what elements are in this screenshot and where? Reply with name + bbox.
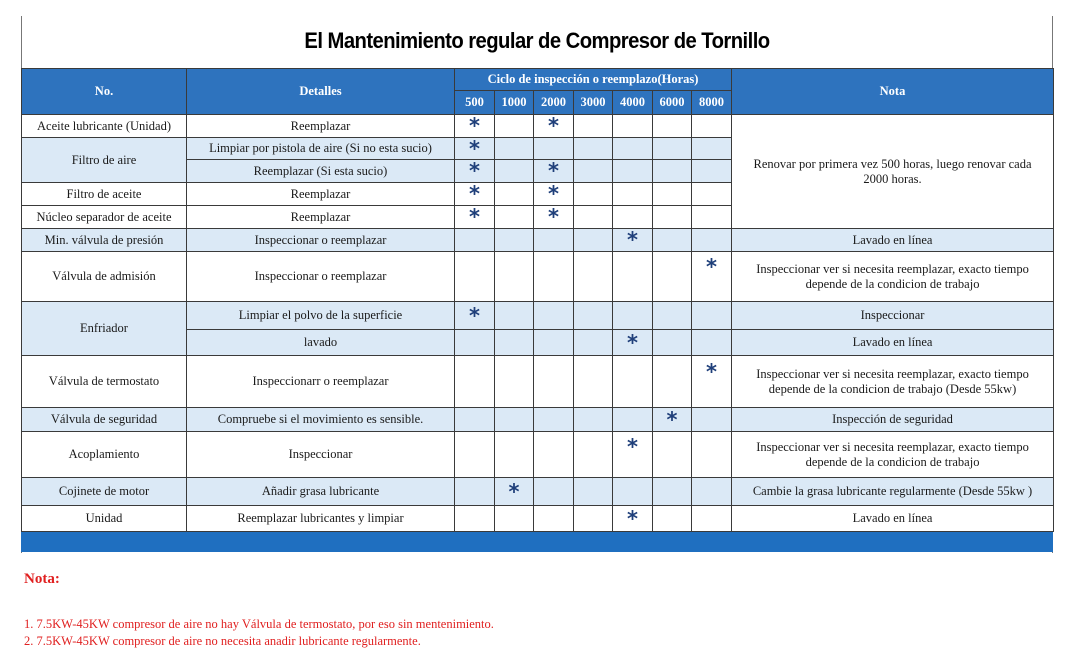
note-line: Inspeccionar ver si necesita reemplazar, exacto tiempo xyxy=(756,366,1029,381)
mark-cell xyxy=(455,506,495,532)
mark-cell xyxy=(692,432,732,478)
mark-cell xyxy=(495,302,534,330)
mark-asterisk: * xyxy=(613,432,653,478)
table-row xyxy=(22,252,1054,302)
footnote-line: 1. 7.5KW-45KW compresor de aire no hay Válvula de termostato, por eso sin mentenimiento. xyxy=(24,617,494,631)
mark-cell xyxy=(653,206,692,229)
mark-cell xyxy=(455,432,495,478)
mark-asterisk: * xyxy=(534,160,574,183)
header-hours-500: 500 xyxy=(455,91,495,115)
detail-cell: Compruebe si el movimiento es sensible. xyxy=(187,408,455,432)
header-ciclo: Ciclo de inspección o reemplazo(Horas) xyxy=(455,69,732,91)
mark-cell xyxy=(574,478,613,506)
detail-cell: Reemplazar xyxy=(187,206,455,229)
mark-cell xyxy=(455,478,495,506)
mark-cell xyxy=(534,330,574,356)
detail-cell: Reemplazar (Si esta sucio) xyxy=(187,160,455,183)
mark-asterisk: * xyxy=(455,183,495,206)
item-cell: Filtro de aire xyxy=(22,138,187,183)
detail-cell: lavado xyxy=(187,330,455,356)
mark-cell xyxy=(574,356,613,408)
mark-cell xyxy=(653,229,692,252)
mark-asterisk: * xyxy=(534,115,574,138)
mark-cell xyxy=(692,138,732,160)
mark-cell xyxy=(495,506,534,532)
merged-note-line: Renovar por primera vez 500 horas, luego renovar cada xyxy=(753,156,1032,171)
note-line: Inspeccionar ver si necesita reemplazar, exacto tiempo xyxy=(756,439,1029,454)
mark-cell xyxy=(613,408,653,432)
mark-cell xyxy=(653,330,692,356)
detail-cell: Inspeccionarr o reemplazar xyxy=(187,356,455,408)
mark-cell xyxy=(495,408,534,432)
table-row xyxy=(22,115,1054,138)
header-hours-4000: 4000 xyxy=(613,91,653,115)
table-row xyxy=(22,432,1054,478)
mark-cell xyxy=(613,115,653,138)
item-cell: Cojinete de motor xyxy=(22,478,187,506)
maintenance-table xyxy=(21,68,1054,532)
mark-cell xyxy=(613,252,653,302)
header-nota: Nota xyxy=(732,69,1054,115)
mark-asterisk: * xyxy=(534,183,574,206)
detail-cell: Añadir grasa lubricante xyxy=(187,478,455,506)
mark-cell xyxy=(613,183,653,206)
mark-asterisk: * xyxy=(653,408,692,432)
mark-cell xyxy=(455,408,495,432)
mark-asterisk: * xyxy=(455,138,495,160)
mark-cell xyxy=(495,160,534,183)
mark-cell xyxy=(574,160,613,183)
mark-asterisk: * xyxy=(455,160,495,183)
mark-cell xyxy=(692,160,732,183)
mark-cell xyxy=(692,229,732,252)
mark-asterisk: * xyxy=(613,229,653,252)
note-cell: Inspección de seguridad xyxy=(732,408,1054,432)
note-line: depende de la condicion de trabajo xyxy=(805,454,980,469)
footnote-title: Nota: xyxy=(24,571,60,587)
note-line: depende de la condicion de trabajo xyxy=(805,276,980,291)
detail-cell: Inspeccionar o reemplazar xyxy=(187,229,455,252)
mark-cell xyxy=(613,302,653,330)
note-cell: Inspeccionar xyxy=(732,302,1054,330)
mark-cell xyxy=(574,330,613,356)
table-row xyxy=(22,408,1054,432)
mark-cell xyxy=(653,356,692,408)
mark-asterisk: * xyxy=(455,302,495,330)
mark-cell xyxy=(653,478,692,506)
note-cell: Cambie la grasa lubricante regularmente (Desde 55kw ) xyxy=(732,478,1054,506)
mark-cell xyxy=(653,138,692,160)
mark-cell xyxy=(455,229,495,252)
mark-cell xyxy=(653,160,692,183)
mark-cell xyxy=(692,183,732,206)
mark-cell xyxy=(692,330,732,356)
mark-cell xyxy=(455,330,495,356)
item-cell: Válvula de seguridad xyxy=(22,408,187,432)
mark-cell xyxy=(574,229,613,252)
table-row xyxy=(22,229,1054,252)
mark-cell xyxy=(574,302,613,330)
header-hours-6000: 6000 xyxy=(653,91,692,115)
note-cell xyxy=(732,356,1054,408)
mark-asterisk: * xyxy=(692,356,732,408)
table-row xyxy=(22,356,1054,408)
header-hours-3000: 3000 xyxy=(574,91,613,115)
merged-note-cell xyxy=(732,115,1054,229)
mark-cell xyxy=(574,206,613,229)
note-cell: Lavado en línea xyxy=(732,330,1054,356)
mark-cell xyxy=(574,252,613,302)
item-cell: Filtro de aceite xyxy=(22,183,187,206)
table-row xyxy=(22,506,1054,532)
item-cell: Min. válvula de presión xyxy=(22,229,187,252)
note-cell xyxy=(732,252,1054,302)
mark-cell xyxy=(692,115,732,138)
mark-cell xyxy=(534,478,574,506)
detail-cell: Limpiar el polvo de la superficie xyxy=(187,302,455,330)
mark-asterisk: * xyxy=(495,478,534,506)
mark-cell xyxy=(455,252,495,302)
mark-cell xyxy=(692,408,732,432)
header-detalles: Detalles xyxy=(187,69,455,115)
mark-cell xyxy=(692,478,732,506)
mark-cell xyxy=(455,356,495,408)
mark-cell xyxy=(534,408,574,432)
mark-cell xyxy=(574,138,613,160)
mark-cell xyxy=(534,229,574,252)
mark-cell xyxy=(653,506,692,532)
mark-cell xyxy=(534,506,574,532)
mark-cell xyxy=(692,506,732,532)
table-footer-bar xyxy=(21,532,1053,552)
mark-cell xyxy=(653,183,692,206)
mark-cell xyxy=(613,138,653,160)
mark-cell xyxy=(495,356,534,408)
mark-cell xyxy=(574,115,613,138)
mark-asterisk: * xyxy=(534,206,574,229)
item-cell: Válvula de admisión xyxy=(22,252,187,302)
mark-cell xyxy=(534,356,574,408)
mark-cell xyxy=(495,183,534,206)
item-cell: Enfriador xyxy=(22,302,187,356)
page-title: El Mantenimiento regular de Compresor de Tornillo xyxy=(304,28,770,53)
mark-cell xyxy=(534,432,574,478)
header-no: No. xyxy=(22,69,187,115)
item-cell: Válvula de termostato xyxy=(22,356,187,408)
note-cell: Lavado en línea xyxy=(732,506,1054,532)
mark-asterisk: * xyxy=(613,330,653,356)
mark-cell xyxy=(495,432,534,478)
detail-cell: Inspeccionar xyxy=(187,432,455,478)
detail-cell: Inspeccionar o reemplazar xyxy=(187,252,455,302)
mark-cell xyxy=(534,302,574,330)
item-cell: Aceite lubricante (Unidad) xyxy=(22,115,187,138)
mark-cell xyxy=(574,432,613,478)
mark-asterisk: * xyxy=(455,115,495,138)
detail-cell: Reemplazar lubricantes y limpiar xyxy=(187,506,455,532)
header-hours-8000: 8000 xyxy=(692,91,732,115)
table-row xyxy=(22,302,1054,330)
note-cell xyxy=(732,432,1054,478)
note-line: Inspeccionar ver si necesita reemplazar, exacto tiempo xyxy=(756,261,1029,276)
detail-cell: Reemplazar xyxy=(187,115,455,138)
mark-asterisk: * xyxy=(455,206,495,229)
detail-cell: Reemplazar xyxy=(187,183,455,206)
mark-asterisk: * xyxy=(692,252,732,302)
footnote-line: 2. 7.5KW-45KW compresor de aire no necesita anadir lubricante regularmente. xyxy=(24,634,421,648)
mark-cell xyxy=(495,138,534,160)
mark-asterisk: * xyxy=(613,506,653,532)
mark-cell xyxy=(613,160,653,183)
note-cell: Lavado en línea xyxy=(732,229,1054,252)
mark-cell xyxy=(534,138,574,160)
mark-cell xyxy=(574,183,613,206)
mark-cell xyxy=(534,252,574,302)
header-hours-2000: 2000 xyxy=(534,91,574,115)
mark-cell xyxy=(495,115,534,138)
detail-cell: Limpiar por pistola de aire (Si no esta sucio) xyxy=(187,138,455,160)
note-line: depende de la condicion de trabajo (Desde 55kw) xyxy=(768,381,1017,396)
mark-cell xyxy=(495,330,534,356)
mark-cell xyxy=(613,356,653,408)
mark-cell xyxy=(613,206,653,229)
mark-cell xyxy=(653,302,692,330)
item-cell: Unidad xyxy=(22,506,187,532)
item-cell: Acoplamiento xyxy=(22,432,187,478)
header-hours-1000: 1000 xyxy=(495,91,534,115)
table-row xyxy=(22,478,1054,506)
mark-cell xyxy=(574,506,613,532)
mark-cell xyxy=(495,252,534,302)
mark-cell xyxy=(653,252,692,302)
mark-cell xyxy=(653,432,692,478)
item-cell: Núcleo separador de aceite xyxy=(22,206,187,229)
mark-cell xyxy=(495,206,534,229)
mark-cell xyxy=(653,115,692,138)
mark-cell xyxy=(613,478,653,506)
mark-cell xyxy=(495,229,534,252)
merged-note-line: 2000 horas. xyxy=(863,171,922,186)
mark-cell xyxy=(692,302,732,330)
mark-cell xyxy=(574,408,613,432)
mark-cell xyxy=(692,206,732,229)
